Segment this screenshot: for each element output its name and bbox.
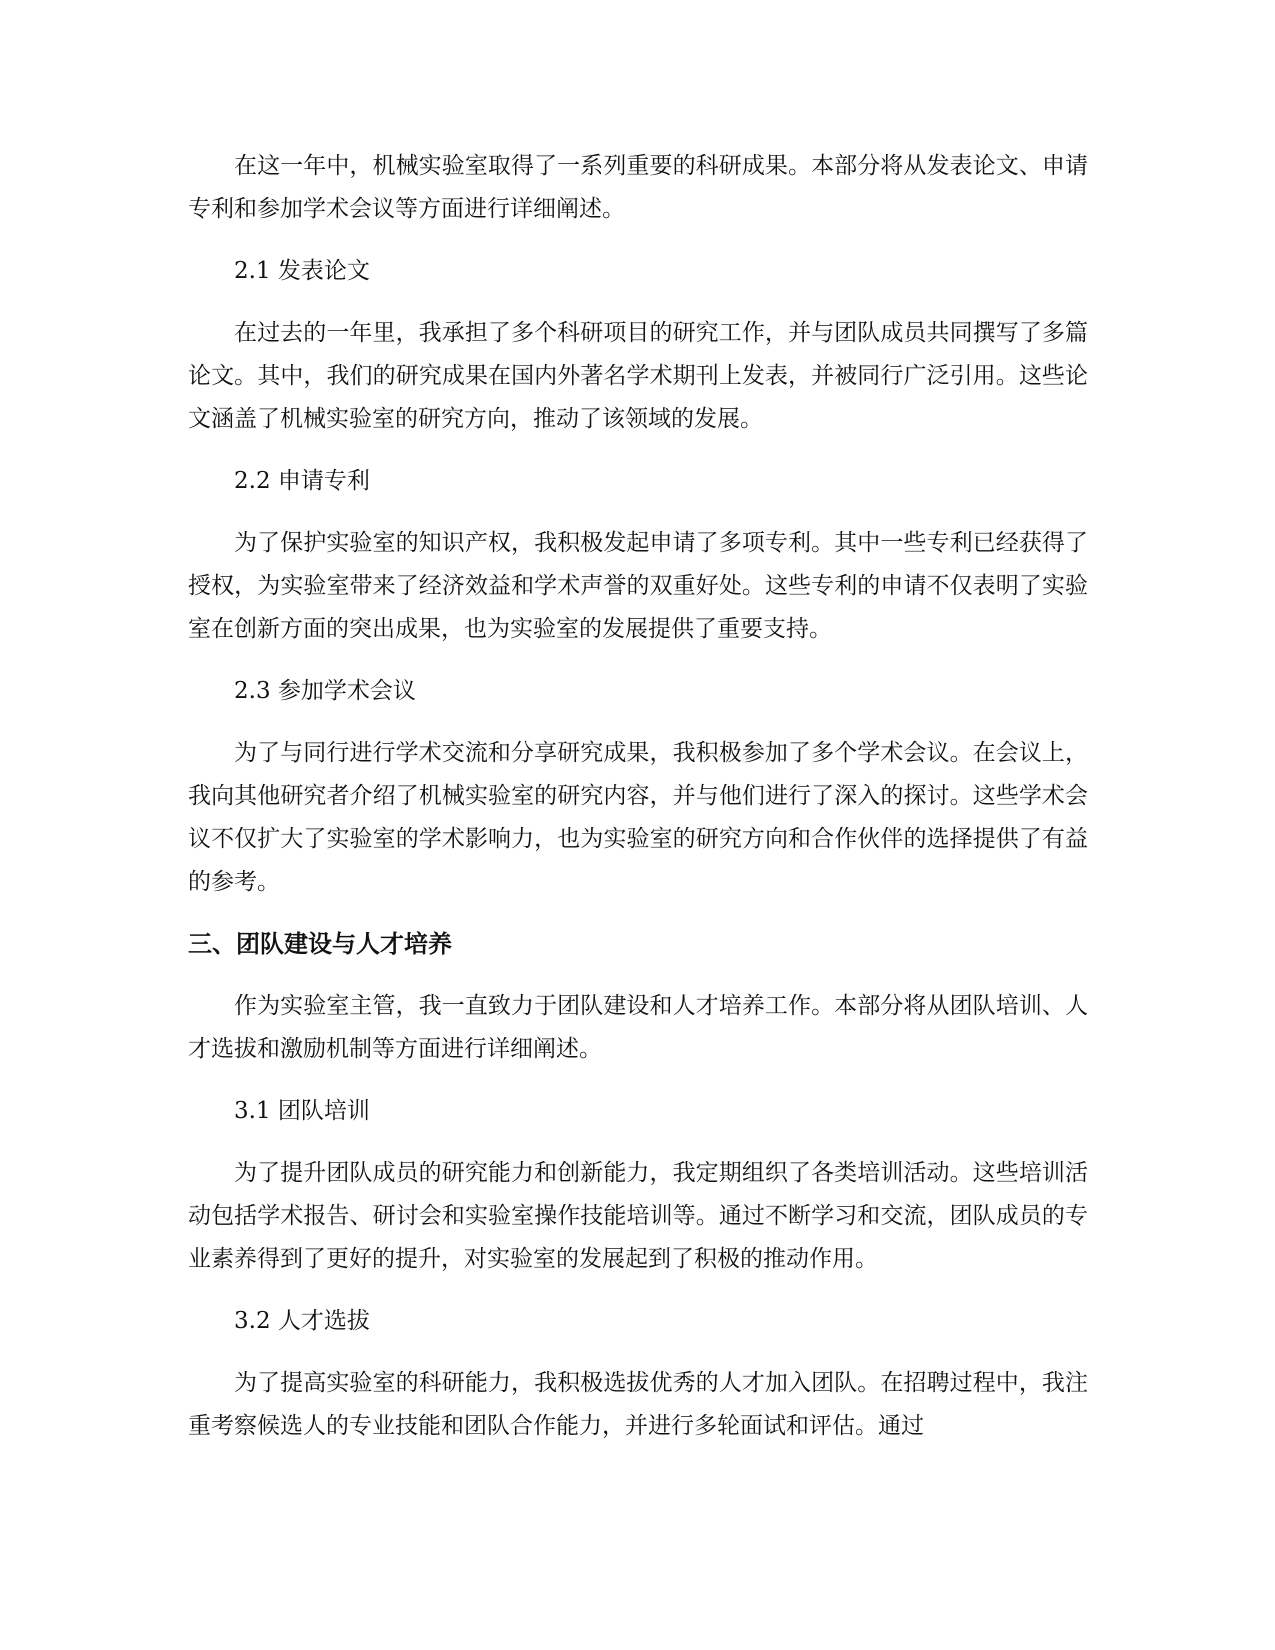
subheading-2-1: 2.1 发表论文 bbox=[234, 258, 370, 284]
document-page bbox=[188, 145, 1088, 1467]
section-heading-3: 三、团队建设与人才培养 bbox=[188, 930, 452, 958]
paragraph-conferences: 为了与同行进行学术交流和分享研究成果，我积极参加了多个学术会议。在会议上，我向其他研究者介绍了机械实验室的研究内容，并与他们进行了深入的探讨。这些学术会议不仅扩大了实验室的学术影响力，也为实验室的研究方向和合作伙伴的选择提供了有益的参考。 bbox=[188, 740, 1088, 895]
paragraph-training: 为了提升团队成员的研究能力和创新能力，我定期组织了各类培训活动。这些培训活动包括学术报告、研讨会和实验室操作技能培训等。通过不断学习和交流，团队成员的专业素养得到了更好的提升，对实验室的发展起到了积极的推动作用。 bbox=[188, 1160, 1088, 1272]
subheading-3-2: 3.2 人才选拔 bbox=[234, 1308, 370, 1334]
subheading-2-2: 2.2 申请专利 bbox=[234, 468, 370, 494]
paragraph-publications: 在过去的一年里，我承担了多个科研项目的研究工作，并与团队成员共同撰写了多篇论文。其中，我们的研究成果在国内外著名学术期刊上发表，并被同行广泛引用。这些论文涵盖了机械实验室的研究方向，推动了该领域的发展。 bbox=[188, 320, 1088, 432]
paragraph-team-intro: 作为实验室主管，我一直致力于团队建设和人才培养工作。本部分将从团队培训、人才选拔和激励机制等方面进行详细阐述。 bbox=[188, 993, 1088, 1062]
paragraph-patents: 为了保护实验室的知识产权，我积极发起申请了多项专利。其中一些专利已经获得了授权，为实验室带来了经济效益和学术声誉的双重好处。这些专利的申请不仅表明了实验室在创新方面的突出成果，也为实验室的发展提供了重要支持。 bbox=[188, 530, 1088, 642]
intro-paragraph: 在这一年中，机械实验室取得了一系列重要的科研成果。本部分将从发表论文、申请专利和参加学术会议等方面进行详细阐述。 bbox=[188, 153, 1088, 222]
subheading-2-3: 2.3 参加学术会议 bbox=[234, 678, 416, 704]
paragraph-recruitment: 为了提高实验室的科研能力，我积极选拔优秀的人才加入团队。在招聘过程中，我注重考察候选人的专业技能和团队合作能力，并进行多轮面试和评估。通过 bbox=[188, 1370, 1088, 1439]
subheading-3-1: 3.1 团队培训 bbox=[234, 1098, 370, 1124]
